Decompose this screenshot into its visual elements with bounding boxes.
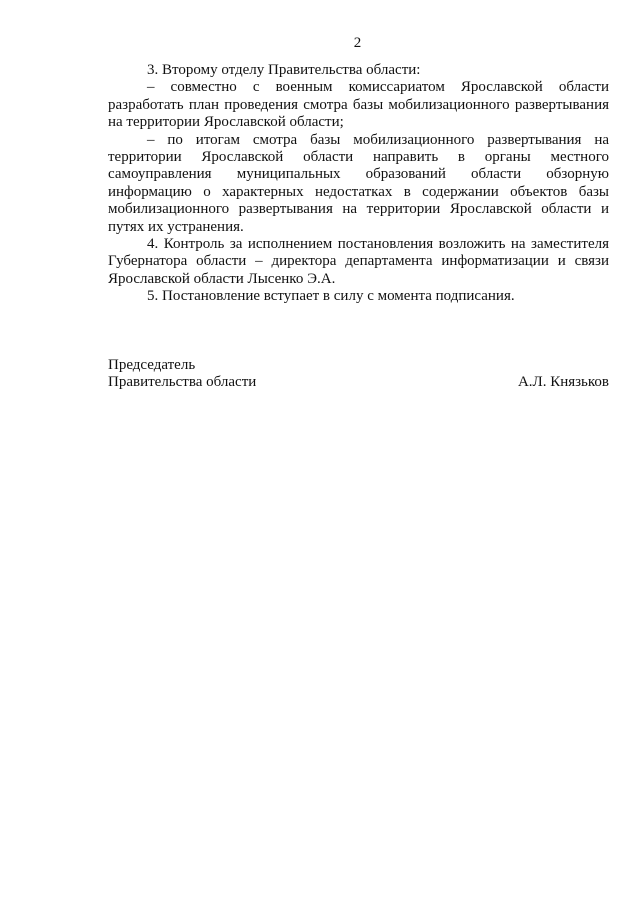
document-body — [108, 62, 609, 306]
paragraph-subitem-report: – по итогам смотра базы мобилизационного развертывания на территории Ярославской области направить в органы местного самоуправления муниципальных образований области обзорную информацию о характерных недостатках в содержании объектов базы мобилизационного развертывания на территории Ярославской области и путях их устранения. — [108, 131, 609, 235]
paragraph-item-4-control: 4. Контроль за исполнением постановления возложить на заместителя Губернатора области – директора департамента информатизации и связи Ярославской области Лысенко Э.А. — [108, 236, 609, 287]
page-number: 2 — [353, 35, 362, 51]
signatory-title-line1: Председатель — [108, 357, 196, 373]
paragraph-item-3-heading: 3. Второму отделу Правительства области: — [147, 62, 421, 78]
paragraph-subitem-plan: – совместно с военным комиссариатом Ярославской области разработать план проведения смотра базы мобилизационного развертывания на территории Ярославской области; — [108, 79, 609, 131]
signature-row — [108, 374, 609, 391]
signatory-name: А.Л. Князьков — [517, 374, 609, 391]
signatory-title-line2: Правительства области — [108, 374, 257, 391]
paragraph-item-5-effective: 5. Постановление вступает в силу с момента подписания. — [147, 288, 515, 305]
signature-block — [108, 357, 609, 392]
